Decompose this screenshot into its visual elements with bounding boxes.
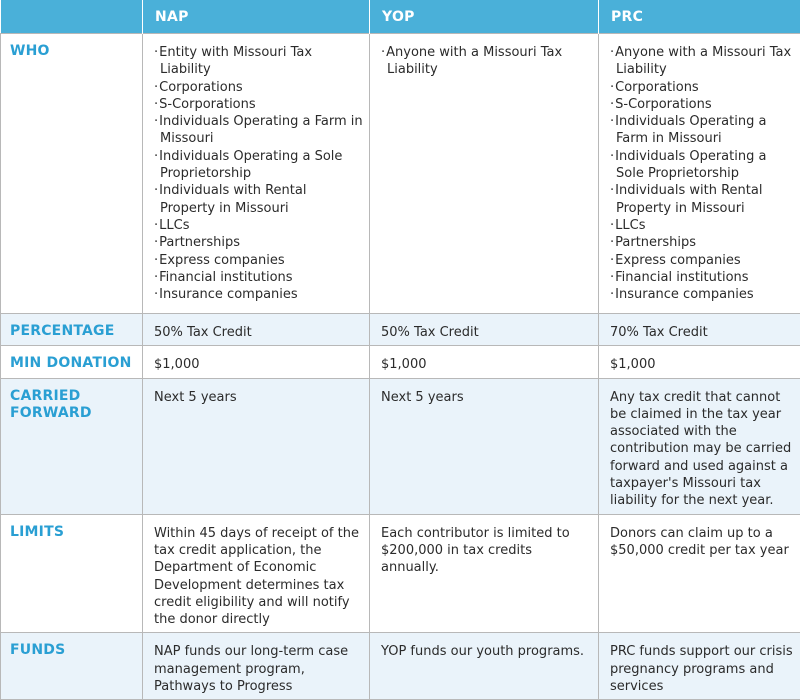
cell-funds-nap: NAP funds our long-term case management program, Pathways to Progress	[143, 633, 370, 700]
list-item: · Individuals with Rental Property in Missouri	[610, 182, 794, 217]
header-nap: NAP	[143, 0, 370, 34]
cell-percentage-prc: 70% Tax Credit	[599, 314, 800, 346]
list-item: · Individuals Operating a Farm in Missouri	[610, 113, 794, 148]
list-item: · Partnerships	[610, 234, 794, 251]
list-item: · Insurance companies	[154, 286, 363, 303]
row-percentage	[1, 314, 800, 346]
list-item: · Financial institutions	[154, 269, 363, 286]
row-label-funds: FUNDS	[1, 633, 143, 700]
list-item: · Corporations	[610, 79, 794, 96]
cell-funds-prc: PRC funds support our crisis pregnancy programs and services	[599, 633, 800, 700]
header-corner	[1, 0, 143, 34]
row-label-limits: LIMITS	[1, 514, 143, 633]
row-label-carried-forward: CARRIED FORWARD	[1, 378, 143, 514]
cell-percentage-yop: 50% Tax Credit	[370, 314, 599, 346]
list-item: · Corporations	[154, 79, 363, 96]
list-item: · S-Corporations	[610, 96, 794, 113]
list-item: · LLCs	[154, 217, 363, 234]
row-funds	[1, 633, 800, 700]
list-item: · Financial institutions	[610, 269, 794, 286]
cell-min-donation-prc: $1,000	[599, 346, 800, 378]
list-item: · Individuals Operating a Sole Proprietorship	[610, 148, 794, 183]
who-nap-list	[154, 44, 363, 303]
row-who	[1, 34, 800, 314]
list-item: · Anyone with a Missouri Tax Liability	[610, 44, 794, 79]
list-item: · Entity with Missouri Tax Liability	[154, 44, 363, 79]
cell-min-donation-yop: $1,000	[370, 346, 599, 378]
list-item: · Individuals Operating a Farm in Missouri	[154, 113, 363, 148]
cell-limits-nap: Within 45 days of receipt of the tax credit application, the Department of Economic Development determines tax credit eligibility and will notify the donor directly	[143, 514, 370, 633]
header-yop: YOP	[370, 0, 599, 34]
row-label-min-donation: MIN DONATION	[1, 346, 143, 378]
row-limits	[1, 514, 800, 633]
list-item: · Anyone with a Missouri Tax Liability	[381, 44, 592, 79]
cell-limits-yop: Each contributor is limited to $200,000 in tax credits annually.	[370, 514, 599, 633]
list-item: · LLCs	[610, 217, 794, 234]
cell-who-nap	[143, 34, 370, 314]
list-item: · Individuals Operating a Sole Proprietorship	[154, 148, 363, 183]
row-label-who: WHO	[1, 34, 143, 314]
header-prc: PRC	[599, 0, 800, 34]
who-prc-list	[610, 44, 794, 303]
cell-carried-forward-nap: Next 5 years	[143, 378, 370, 514]
who-yop-list	[381, 44, 592, 79]
cell-funds-yop: YOP funds our youth programs.	[370, 633, 599, 700]
cell-carried-forward-prc: Any tax credit that cannot be claimed in the tax year associated with the contribution may be carried forward and used against a taxpayer's Missouri tax liability for the next year.	[599, 378, 800, 514]
list-item: · Insurance companies	[610, 286, 794, 303]
row-min-donation	[1, 346, 800, 378]
list-item: · Partnerships	[154, 234, 363, 251]
list-item: · Express companies	[610, 252, 794, 269]
row-label-percentage: PERCENTAGE	[1, 314, 143, 346]
row-carried-forward	[1, 378, 800, 514]
cell-carried-forward-yop: Next 5 years	[370, 378, 599, 514]
list-item: · Individuals with Rental Property in Missouri	[154, 182, 363, 217]
list-item: · S-Corporations	[154, 96, 363, 113]
cell-limits-prc: Donors can claim up to a $50,000 credit per tax year	[599, 514, 800, 633]
header-row	[1, 0, 800, 34]
cell-who-yop	[370, 34, 599, 314]
list-item: · Express companies	[154, 252, 363, 269]
cell-who-prc	[599, 34, 800, 314]
cell-min-donation-nap: $1,000	[143, 346, 370, 378]
cell-percentage-nap: 50% Tax Credit	[143, 314, 370, 346]
